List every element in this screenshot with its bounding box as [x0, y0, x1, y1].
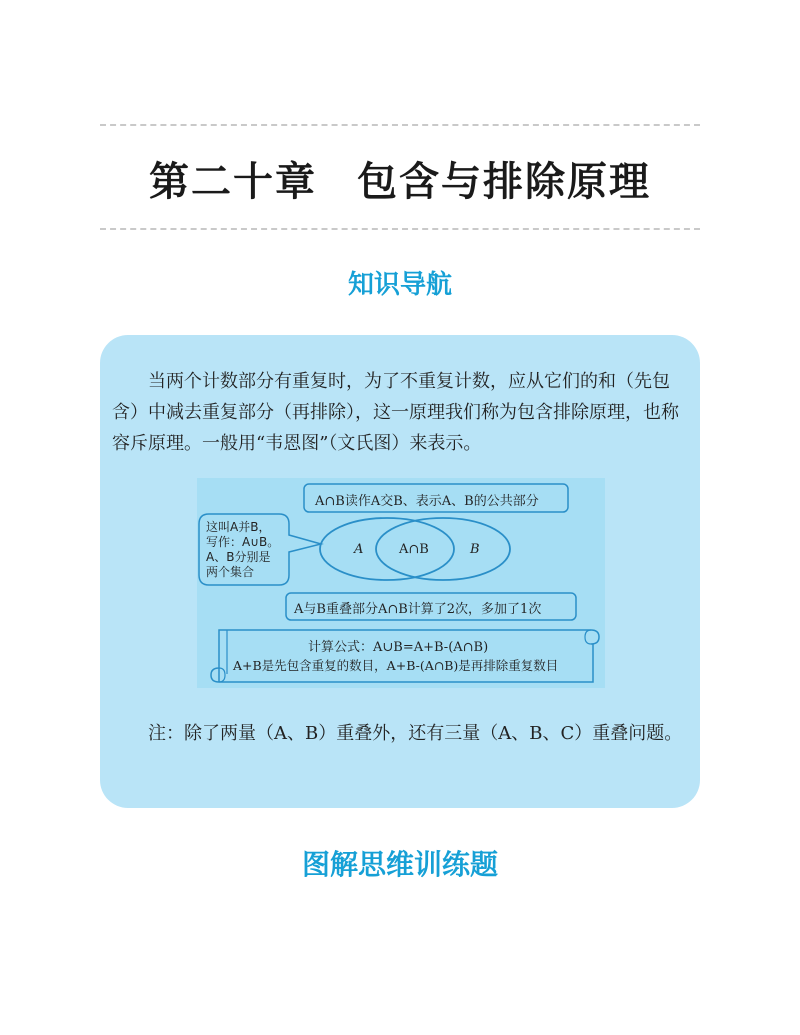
- note-paragraph: 注：除了两量（A、B）重叠外，还有三量（A、B、C）重叠问题。: [148, 723, 683, 744]
- top-divider: [100, 124, 700, 126]
- set-intersection-label: A∩B: [399, 542, 429, 557]
- section-heading-exercises: 图解思维训练题: [301, 848, 498, 881]
- formula-line-1: 计算公式：A∪B=A+B-(A∩B): [308, 640, 489, 655]
- bubble-line-1: 这叫A并B，: [206, 520, 271, 534]
- formula-line-2: A+B是先包含重复的数目，A+B-(A∩B)是再排除重复数目: [233, 658, 559, 673]
- set-a-label: A: [354, 542, 364, 557]
- set-a-ellipse: [320, 518, 454, 580]
- set-b-ellipse: [376, 518, 510, 580]
- bubble-line-2: 写作：A∪B。: [206, 535, 280, 549]
- overlap-note-text: A与B重叠部分A∩B计算了2次，多加了1次: [294, 602, 542, 617]
- chapter-number: 第二十章: [149, 159, 317, 205]
- chapter-title: [100, 150, 700, 207]
- chapter-name: 包含与排除原理: [357, 159, 651, 205]
- bubble-line-4: 两个集合: [206, 565, 255, 579]
- venn-diagram: [197, 478, 605, 688]
- bottom-divider: [100, 228, 700, 230]
- top-note-text: A∩B读作A交B、表示A、B的公共部分: [315, 494, 539, 509]
- bubble-text: [206, 520, 292, 580]
- set-b-label: B: [470, 542, 480, 557]
- bubble-line-3: A、B分别是: [206, 550, 271, 564]
- section-heading-knowledge: 知识导航: [347, 270, 452, 300]
- intro-paragraph: 当两个计数部分有重复时，为了不重复计数，应从它们的和（先包含）中减去重复部分（再排除），这一原理我们称为包含排除原理，也称容斥原理。一般用“韦恩图”（文氏图）来表示。: [112, 371, 679, 454]
